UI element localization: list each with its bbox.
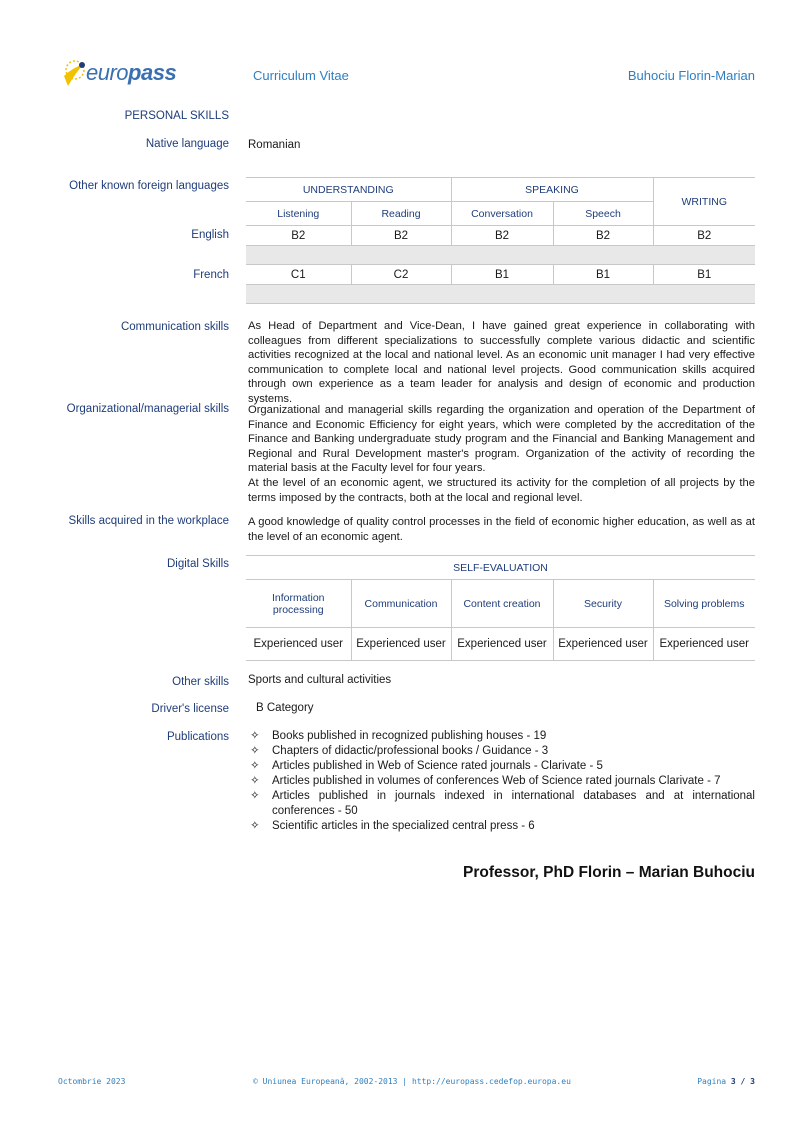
digital-skills-table (246, 555, 755, 661)
language-name: English (191, 229, 229, 241)
digital-level-cell: Experienced user (653, 628, 755, 661)
level-cell: B2 (351, 226, 451, 246)
speaking-header: SPEAKING (451, 178, 653, 202)
section-title: PERSONAL SKILLS (124, 110, 229, 122)
digital-level-cell: Experienced user (553, 628, 653, 661)
footer-date: Octombrie 2023 (58, 1077, 126, 1086)
publications-list (248, 729, 755, 834)
bullet-icon: ✧ (250, 745, 260, 757)
level-cell: B2 (246, 226, 351, 246)
footer-page: Pagina 3 / 3 (697, 1077, 755, 1086)
digital-label: Digital Skills (167, 558, 229, 570)
speech-header: Speech (553, 202, 653, 226)
doc-title: Curriculum Vitae (253, 68, 349, 83)
other-skills-value: Sports and cultural activities (248, 674, 392, 686)
writing-header: WRITING (653, 178, 755, 226)
language-cert-row (246, 285, 755, 304)
communication-text: As Head of Department and Vice-Dean, I have gained great experience in collaborating with colleagues from different specializations to successfully complete various didactic and scientific activities recognized at the local and national level. As an economic unit manager I had very effective communication to complete local and national level projects. Good communication skills acquired through own experience as a team leader for analysis and design of economic and production systems. (248, 320, 755, 405)
level-cell: B2 (451, 226, 553, 246)
signature: Professor, PhD Florin – Marian Buhociu (463, 864, 755, 881)
native-language-value: Romanian (248, 139, 301, 151)
list-item: ✧ Scientific articles in the specialized central press - 6 (250, 820, 535, 832)
list-item: ✧ Articles published in Web of Science rated journals - Clarivate - 5 (250, 760, 603, 772)
footer-copyright[interactable]: © Uniunea Europeană, 2002-2013 | http://europass.cedefop.europa.eu (253, 1077, 571, 1086)
workplace-text: A good knowledge of quality control processes in the field of economic higher education, as well as at the level of an economic agent. (248, 516, 755, 543)
language-cert-row (246, 246, 755, 265)
list-item: ✧ Articles published in journals indexed in international databases and at international conferences - 50 (250, 790, 755, 817)
native-language-label: Native language (145, 138, 229, 150)
language-row-french (246, 265, 755, 285)
conversation-header: Conversation (451, 202, 553, 226)
understanding-header: UNDERSTANDING (246, 178, 451, 202)
level-cell: B2 (553, 226, 653, 246)
digital-column-header: Security (553, 580, 653, 628)
list-item: ✧ Articles published in volumes of conferences Web of Science rated journals Clarivate - 7 (250, 775, 721, 787)
bullet-icon: ✧ (250, 820, 260, 832)
level-cell: B1 (553, 265, 653, 285)
reading-header: Reading (351, 202, 451, 226)
level-cell: B1 (653, 265, 755, 285)
digital-level-cell: Experienced user (451, 628, 553, 661)
language-table (246, 177, 755, 304)
language-row-english (246, 226, 755, 246)
license-label: Driver's license (151, 703, 229, 715)
bullet-icon: ✧ (250, 760, 260, 772)
organizational-paragraph: At the level of an economic agent, we structured its activity for the completion of all projects by the terms imposed by the contracts, both at the local and regional level. (248, 476, 755, 504)
person-name: Buhociu Florin-Marian (627, 68, 755, 83)
logo-wordmark: europass (86, 60, 177, 85)
digital-column-header: Information processing (246, 580, 351, 628)
level-cell: C2 (351, 265, 451, 285)
digital-level-cell: Experienced user (246, 628, 351, 661)
digital-column-header: Communication (351, 580, 451, 628)
list-item: ✧ Books published in recognized publishing houses - 19 (250, 730, 547, 742)
bullet-icon: ✧ (250, 775, 260, 787)
bullet-icon: ✧ (250, 730, 260, 742)
organizational-text (248, 403, 755, 505)
listening-header: Listening (246, 202, 351, 226)
digital-column-header: Solving problems (653, 580, 755, 628)
foreign-languages-label: Other known foreign languages (69, 180, 229, 192)
bullet-icon: ✧ (250, 790, 260, 802)
self-evaluation-header: SELF-EVALUATION (246, 556, 755, 580)
other-skills-label: Other skills (172, 676, 229, 688)
level-cell: B1 (451, 265, 553, 285)
list-item: ✧ Chapters of didactic/professional books / Guidance - 3 (250, 745, 549, 757)
language-name: French (193, 269, 229, 281)
europass-logo (58, 56, 178, 92)
license-value: B Category (256, 702, 314, 714)
organizational-label: Organizational/managerial skills (66, 403, 229, 415)
workplace-label: Skills acquired in the workplace (68, 515, 229, 527)
digital-level-cell: Experienced user (351, 628, 451, 661)
organizational-paragraph: Organizational and managerial skills regarding the organization and operation of the Department of Finance and Economic Efficiency for eight years, which were completed by the accreditation of the Finance and Banking undergraduate study program and the Financial and Banking Management and Regional and Rural Development master's program. Organization of the activity of recording the material basis at the Faculty level for four years. (248, 404, 755, 475)
publications-label: Publications (166, 731, 229, 743)
level-cell: B2 (653, 226, 755, 246)
level-cell: C1 (246, 265, 351, 285)
digital-column-header: Content creation (451, 580, 553, 628)
communication-label: Communication skills (120, 321, 229, 333)
